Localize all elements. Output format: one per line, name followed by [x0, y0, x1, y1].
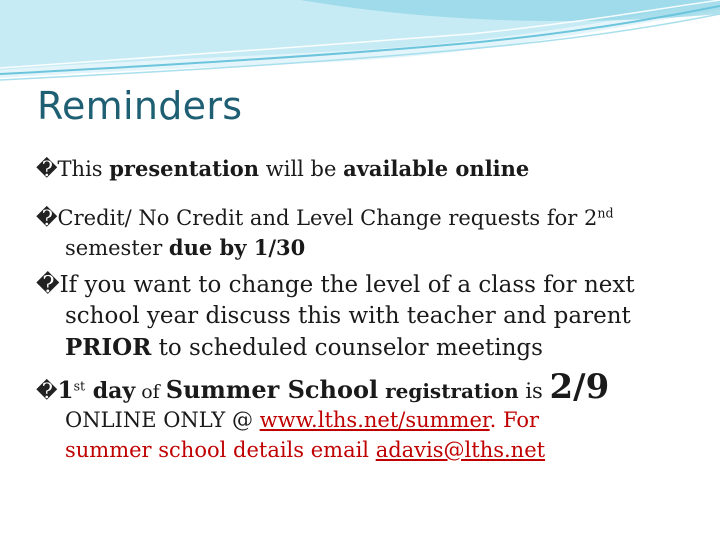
bullet-item-summer-school: �1st day of Summer School registration is 2/9 ONLINE ONLY @ www.lths.net/summer. For summer school details email adavis@lths.net	[36, 367, 610, 462]
contact-email-link[interactable]: adavis@lths.net	[375, 438, 546, 462]
bullet-icon: �	[36, 157, 58, 181]
slide-title: Reminders	[37, 84, 243, 128]
bullet-item-level-change: �If you want to change the level of a class for next school year discuss this with teacher and parent PRIOR to scheduled counselor meetings	[36, 272, 635, 361]
header-wave-decoration	[0, 0, 720, 90]
bullet-icon: �	[36, 272, 60, 298]
summer-registration-link[interactable]: www.lths.net/summer	[259, 408, 490, 432]
bullet-icon: �	[36, 379, 58, 403]
bullet-item-availability: �This presentation will be available online	[36, 156, 530, 181]
bullet-icon: �	[36, 206, 58, 230]
bullet-item-credit-requests: �Credit/ No Credit and Level Change requests for 2nd semester due by 1/30	[36, 205, 614, 260]
